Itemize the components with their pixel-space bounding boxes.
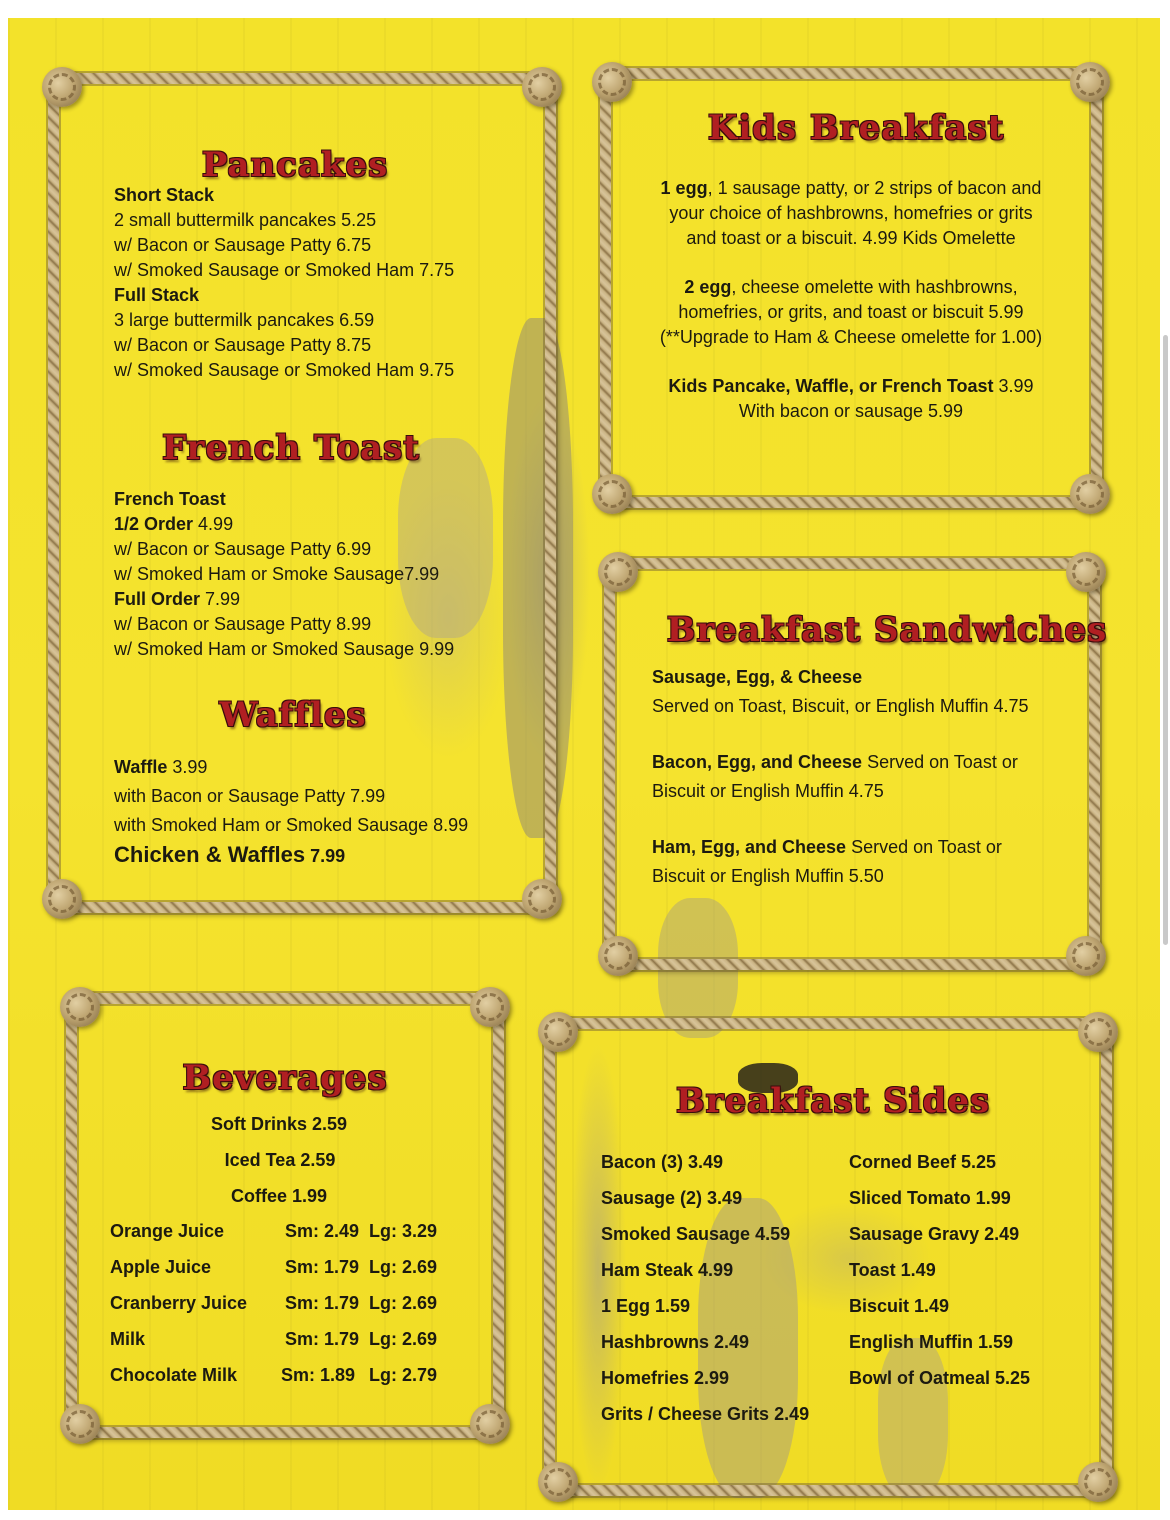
beverage-large-price: Lg: 2.69: [369, 1329, 438, 1349]
side-item: Sliced Tomato 1.99: [849, 1188, 1011, 1208]
kids-item-3: Kids Pancake, Waffle, or French Toast 3.99 With bacon or sausage 5.99: [668, 376, 1034, 421]
rope-knot-icon: [1070, 62, 1110, 102]
short-stack-label: Short Stack: [114, 185, 215, 205]
beverage-name: Milk: [110, 1329, 146, 1349]
waffles-list: [114, 753, 468, 871]
panel-beverages: [66, 993, 504, 1438]
full-stack-label: Full Stack: [114, 285, 200, 305]
side-item: Homefries 2.99: [601, 1368, 730, 1388]
kids-item-1: 1 egg, 1 sausage patty, or 2 strips of bacon and your choice of hashbrowns, homefries or grits and toast or a biscuit. 4.99 Kids Omelette: [660, 178, 1042, 248]
sandwich-item-2: Bacon, Egg, and Cheese Served on Toast or Biscuit or English Muffin 4.75: [652, 752, 1018, 801]
rope-knot-icon: [470, 987, 510, 1027]
waffle-item: with Smoked Ham or Smoked Sausage 8.99: [114, 815, 469, 835]
side-item: Hashbrowns 2.49: [601, 1332, 750, 1352]
beverage-small-price: Sm: 2.49: [285, 1221, 360, 1241]
beverage-small-price: Sm: 1.79: [285, 1257, 360, 1277]
side-item: Bowl of Oatmeal 5.25: [849, 1368, 1031, 1388]
rope-knot-icon: [538, 1012, 578, 1052]
short-stack-item: 2 small buttermilk pancakes 5.25: [114, 210, 377, 230]
side-item: Smoked Sausage 4.59: [601, 1224, 791, 1244]
full-stack-item: w/ Bacon or Sausage Patty 8.75: [114, 335, 372, 355]
rope-knot-icon: [598, 936, 638, 976]
sandwich-item-3: Ham, Egg, and Cheese Served on Toast or Biscuit or English Muffin 5.50: [652, 837, 1002, 886]
full-stack-item: 3 large buttermilk pancakes 6.59: [114, 310, 375, 330]
sandwiches-title: Breakfast Sandwiches: [666, 610, 1108, 650]
side-item: Bacon (3) 3.49: [601, 1152, 724, 1172]
beverage-name: Apple Juice: [110, 1257, 212, 1277]
rope-knot-icon: [592, 62, 632, 102]
short-stack-item: w/ Smoked Sausage or Smoked Ham 7.75: [114, 260, 455, 280]
rope-knot-icon: [1078, 1462, 1118, 1502]
panel-breakfast-sides: [544, 1018, 1112, 1496]
kids-item-2: 2 egg, cheese omelette with hashbrowns, homefries, or grits, and toast or biscuit 5.99 (**Upgrade to Ham & Cheese omelette for 1.00): [659, 277, 1043, 347]
rope-knot-icon: [1066, 552, 1106, 592]
panel-kids-breakfast: [600, 68, 1102, 508]
side-item: Biscuit 1.49: [849, 1296, 950, 1316]
beverage-small-price: Sm: 1.79: [285, 1293, 360, 1313]
beverage-centered: Iced Tea 2.59: [224, 1150, 336, 1170]
waffle-line: Waffle 3.99: [114, 757, 208, 777]
beverage-centered: Coffee 1.99: [230, 1186, 328, 1206]
rope-knot-icon: [522, 67, 562, 107]
rope-knot-icon: [470, 1404, 510, 1444]
short-stack-item: w/ Bacon or Sausage Patty 6.75: [114, 235, 372, 255]
kids-title: Kids Breakfast: [707, 108, 1005, 148]
rope-knot-icon: [1070, 474, 1110, 514]
rope-knot-icon: [60, 1404, 100, 1444]
scrollbar[interactable]: [1163, 335, 1168, 945]
half-order-line: 1/2 Order 4.99: [114, 514, 234, 534]
rope-knot-icon: [598, 552, 638, 592]
french-toast-title: French Toast: [161, 428, 421, 468]
side-item: Corned Beef 5.25: [849, 1152, 997, 1172]
rope-knot-icon: [522, 879, 562, 919]
side-item: Sausage Gravy 2.49: [849, 1224, 1020, 1244]
beverage-large-price: Lg: 2.69: [369, 1293, 438, 1313]
side-item: 1 Egg 1.59: [601, 1296, 691, 1316]
beverage-name: Chocolate Milk: [110, 1365, 238, 1385]
rope-knot-icon: [1066, 936, 1106, 976]
full-order-line: Full Order 7.99: [114, 589, 241, 609]
half-order-item: w/ Bacon or Sausage Patty 6.99: [114, 539, 372, 559]
rope-knot-icon: [592, 474, 632, 514]
full-stack-item: w/ Smoked Sausage or Smoked Ham 9.75: [114, 360, 455, 380]
side-item: Sausage (2) 3.49: [601, 1188, 743, 1208]
side-item: Toast 1.49: [849, 1260, 936, 1280]
beverage-large-price: Lg: 2.79: [369, 1365, 438, 1385]
french-toast-label: French Toast: [114, 489, 226, 509]
beverage-large-price: Lg: 3.29: [369, 1221, 438, 1241]
full-order-item: w/ Smoked Ham or Smoked Sausage 9.99: [114, 639, 455, 659]
rope-knot-icon: [42, 67, 82, 107]
beverage-name: Orange Juice: [110, 1221, 225, 1241]
menu-page: [8, 18, 1160, 1510]
french-toast-list: [114, 487, 454, 662]
sandwich-item-1: Sausage, Egg, & Cheese Served on Toast, Biscuit, or English Muffin 4.75: [652, 667, 1029, 716]
panel-pancakes-french-toast-waffles: [48, 73, 556, 913]
pancakes-title: Pancakes: [201, 145, 389, 185]
pancakes-list: [114, 183, 454, 383]
rope-knot-icon: [538, 1462, 578, 1502]
side-item: Ham Steak 4.99: [601, 1260, 734, 1280]
rope-knot-icon: [60, 987, 100, 1027]
waffles-title: Waffles: [219, 695, 367, 735]
waffle-item: with Bacon or Sausage Patty 7.99: [114, 786, 386, 806]
beverages-title: Beverages: [182, 1058, 388, 1098]
beverage-small-price: Sm: 1.79: [285, 1329, 360, 1349]
chicken-waffles-line: Chicken & Waffles 7.99: [114, 842, 346, 867]
beverage-centered: Soft Drinks 2.59: [210, 1114, 348, 1134]
beverage-large-price: Lg: 2.69: [369, 1257, 438, 1277]
rope-knot-icon: [42, 879, 82, 919]
half-order-item: w/ Smoked Ham or Smoke Sausage7.99: [114, 564, 440, 584]
sides-title: Breakfast Sides: [675, 1081, 991, 1121]
beverage-name: Cranberry Juice: [110, 1293, 248, 1313]
panel-breakfast-sandwiches: [604, 558, 1108, 970]
rope-knot-icon: [1078, 1012, 1118, 1052]
side-item: English Muffin 1.59: [849, 1332, 1014, 1352]
beverage-small-price: Sm: 1.89: [281, 1365, 356, 1385]
side-item: Grits / Cheese Grits 2.49: [601, 1404, 810, 1424]
full-order-item: w/ Bacon or Sausage Patty 8.99: [114, 614, 372, 634]
